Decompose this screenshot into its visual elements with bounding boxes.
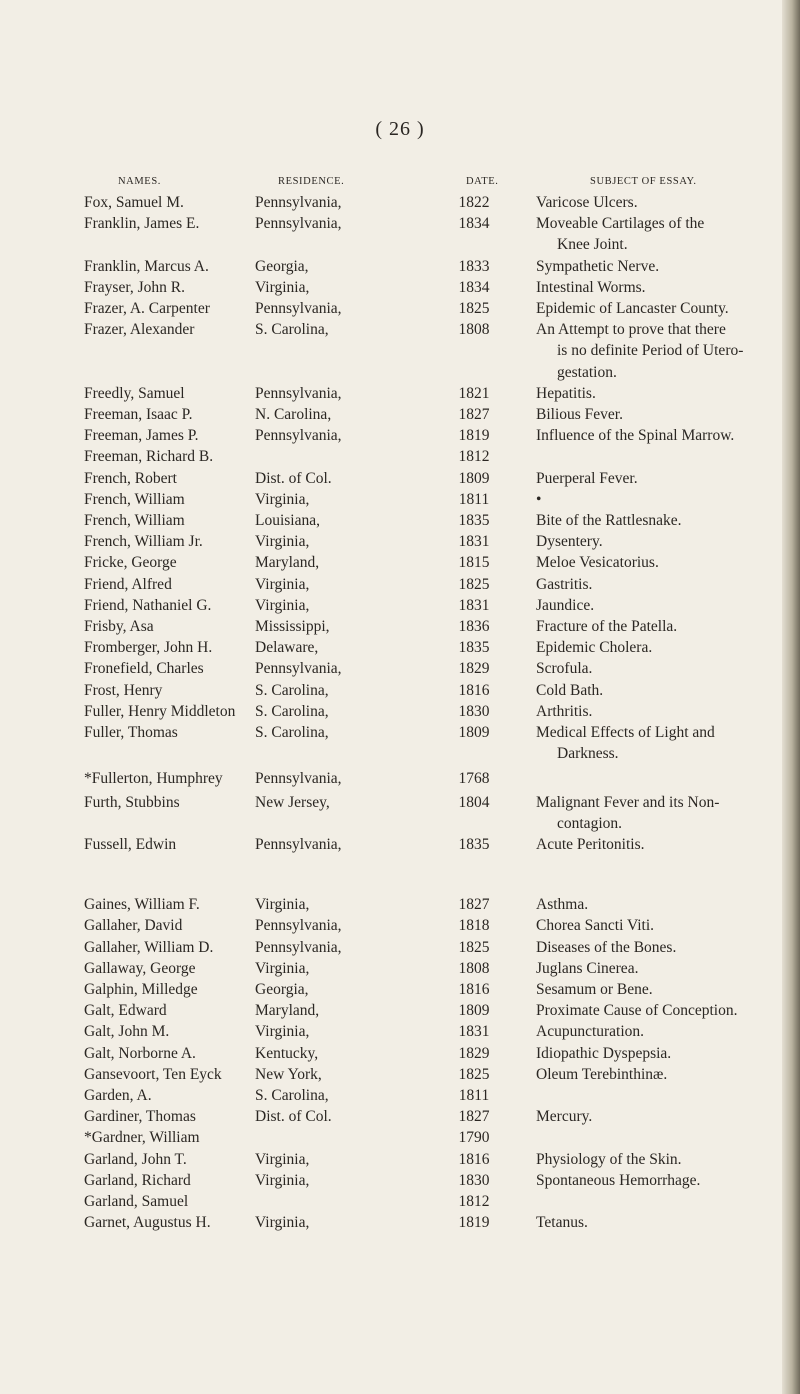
entry-name: Fox, Samuel M. xyxy=(84,194,184,211)
entry-subject xyxy=(536,1170,794,1191)
entry-date: 1825 xyxy=(458,938,490,956)
entry-name: Frost, Henry xyxy=(84,681,163,699)
entry-name: Furth, Stubbins xyxy=(84,793,180,811)
subject-line: Intestinal Worms. xyxy=(536,278,646,296)
entry-name: *Gardner, William xyxy=(84,1129,200,1147)
subject-line: Proximate Cause of Conception. xyxy=(536,1002,738,1020)
entry-date: 1804 xyxy=(458,793,490,811)
subject-line: Bilious Fever. xyxy=(536,406,623,423)
entry-date: 1816 xyxy=(458,681,490,699)
subject-line: Spontaneous Hemorrhage. xyxy=(536,1171,701,1189)
entry-date: 1809 xyxy=(458,469,490,487)
entry-residence: Virginia, xyxy=(255,490,310,508)
entry-name: Garland, John T. xyxy=(84,1150,187,1168)
subject-line: An Attempt to prove that there xyxy=(536,321,726,339)
entry-residence: New York, xyxy=(255,1065,322,1083)
entry-name: Fromberger, John H. xyxy=(84,639,213,657)
entry-residence: Georgia, xyxy=(255,981,309,998)
subject-line: Sesamum or Bene. xyxy=(536,981,653,998)
entry-name: Garden, A. xyxy=(84,1087,152,1104)
entry-subject xyxy=(536,468,794,489)
entry-name: Galphin, Milledge xyxy=(84,981,198,998)
subject-line: Knee Joint. xyxy=(557,236,628,254)
entry-subject xyxy=(536,1000,794,1021)
entry-residence: Dist. of Col. xyxy=(255,469,332,487)
entry-subject xyxy=(536,552,794,573)
entry-subject xyxy=(536,915,794,936)
entry-subject xyxy=(536,277,794,298)
entry-residence: Virginia, xyxy=(255,278,310,296)
subject-line: Arthritis. xyxy=(536,702,593,720)
entry-date: 1836 xyxy=(458,618,490,635)
entry-date: 1831 xyxy=(458,1023,490,1041)
entry-subject xyxy=(536,298,794,319)
subject-line: Mercury. xyxy=(536,1108,593,1126)
entry-name: Frisby, Asa xyxy=(84,618,154,635)
entry-date: 1827 xyxy=(458,406,490,423)
subject-line: Oleum Terebinthinæ. xyxy=(536,1065,668,1083)
entry-date: 1822 xyxy=(458,194,490,211)
entry-residence: Virginia, xyxy=(255,575,310,593)
entry-date: 1835 xyxy=(458,639,490,657)
column-headers xyxy=(0,176,800,192)
header-names: NAMES. xyxy=(118,176,161,187)
entry-subject xyxy=(536,1021,794,1042)
entry-date: 1834 xyxy=(458,215,490,233)
entry-date: 1825 xyxy=(458,575,490,593)
entry-subject xyxy=(536,637,794,658)
entry-name: French, William Jr. xyxy=(84,533,203,551)
entry-subject xyxy=(536,404,794,425)
entry-name: Garnet, Augustus H. xyxy=(84,1214,211,1232)
entry-subject xyxy=(536,958,794,979)
subject-line: • xyxy=(536,490,542,508)
subject-line: Gastritis. xyxy=(536,575,593,593)
entry-residence: Virginia, xyxy=(255,959,310,977)
entry-name: Friend, Nathaniel G. xyxy=(84,596,212,614)
entry-residence: Virginia, xyxy=(255,1150,310,1168)
entry-name: Friend, Alfred xyxy=(84,575,172,593)
entry-name: Gansevoort, Ten Eyck xyxy=(84,1065,222,1083)
entry-residence: Mississippi, xyxy=(255,618,330,635)
entry-residence: Maryland, xyxy=(255,554,320,572)
entry-name: Fuller, Henry Middleton xyxy=(84,702,236,720)
entry-name: Freeman, Richard B. xyxy=(84,448,214,466)
entry-date: 1808 xyxy=(458,321,490,339)
entry-name: Galt, John M. xyxy=(84,1023,170,1041)
entry-date: 1829 xyxy=(458,1044,490,1062)
subject-line: Asthma. xyxy=(536,896,589,914)
entry-name: French, Robert xyxy=(84,469,177,487)
entry-residence: Dist. of Col. xyxy=(255,1108,332,1126)
entry-residence: Pennsylvania, xyxy=(255,300,342,317)
entry-name: French, William xyxy=(84,512,185,529)
entry-date: 1831 xyxy=(458,596,490,614)
entry-residence: Louisiana, xyxy=(255,512,320,529)
entry-date: 1816 xyxy=(458,1150,490,1168)
entry-residence: Delaware, xyxy=(255,639,319,657)
entry-subject xyxy=(536,792,794,834)
subject-line: Darkness. xyxy=(557,745,619,763)
entry-date: 1811 xyxy=(458,490,490,508)
entry-subject xyxy=(536,510,794,531)
subject-line: Medical Effects of Light and xyxy=(536,724,715,741)
entry-name: Galt, Norborne A. xyxy=(84,1044,196,1062)
entry-subject xyxy=(536,425,794,446)
entry-subject xyxy=(536,319,794,383)
entry-subject xyxy=(536,595,794,616)
subject-line: Cold Bath. xyxy=(536,681,604,699)
subject-line: Sympathetic Nerve. xyxy=(536,257,660,275)
entry-date: 1835 xyxy=(458,512,490,529)
entry-date: 1834 xyxy=(458,278,490,296)
entry-date: 1819 xyxy=(458,427,490,445)
entry-residence: S. Carolina, xyxy=(255,1087,329,1104)
header-date: DATE. xyxy=(466,176,499,187)
subject-line: Fracture of the Patella. xyxy=(536,618,678,635)
entry-date: 1816 xyxy=(458,981,490,998)
subject-line: Moveable Cartilages of the xyxy=(536,215,705,233)
entry-name: Gallaher, David xyxy=(84,917,183,935)
subject-line: is no definite Period of Utero- xyxy=(557,342,744,360)
entry-subject xyxy=(536,489,794,510)
entry-residence: Pennsylvania, xyxy=(255,427,342,445)
entry-subject xyxy=(536,192,794,213)
entry-name: Frayser, John R. xyxy=(84,278,185,296)
subject-line: contagion. xyxy=(557,814,622,832)
entry-residence: Georgia, xyxy=(255,257,309,275)
entry-residence: Virginia, xyxy=(255,596,310,614)
entry-date: 1809 xyxy=(458,724,490,741)
entry-date: 1831 xyxy=(458,533,490,551)
entry-residence: Pennsylvania, xyxy=(255,917,342,935)
entry-residence: Virginia, xyxy=(255,1214,310,1232)
entry-subject xyxy=(536,574,794,595)
entry-residence: Pennsylvania, xyxy=(255,770,342,788)
entry-name: Frazer, A. Carpenter xyxy=(84,300,210,317)
entry-name: Gallaway, George xyxy=(84,959,196,977)
subject-line: Influence of the Spinal Marrow. xyxy=(536,427,735,445)
entry-name: Gallaher, William D. xyxy=(84,938,214,956)
entry-subject xyxy=(536,383,794,404)
subject-line: Epidemic Cholera. xyxy=(536,639,653,657)
entry-residence: Pennsylvania, xyxy=(255,384,342,402)
entry-name: Freeman, James P. xyxy=(84,427,199,445)
entry-subject xyxy=(536,658,794,679)
entry-subject xyxy=(536,722,794,764)
entry-residence: Pennsylvania, xyxy=(255,836,342,853)
subject-line: Juglans Cinerea. xyxy=(536,959,639,977)
entry-residence: S. Carolina, xyxy=(255,724,329,741)
subject-line: Varicose Ulcers. xyxy=(536,194,638,211)
entry-date: 1808 xyxy=(458,959,490,977)
entry-subject xyxy=(536,1149,794,1170)
entry-residence: Virginia, xyxy=(255,1023,310,1041)
subject-line: Dysentery. xyxy=(536,533,603,551)
entry-name: Galt, Edward xyxy=(84,1002,167,1020)
subject-line: Jaundice. xyxy=(536,596,595,614)
entry-subject xyxy=(536,1043,794,1064)
entry-name: French, William xyxy=(84,490,185,508)
entry-date: 1827 xyxy=(458,1108,490,1126)
entry-date: 1768 xyxy=(458,770,490,788)
subject-line: Acute Peritonitis. xyxy=(536,836,645,853)
entry-name: *Fullerton, Humphrey xyxy=(84,770,223,788)
subject-line: Puerperal Fever. xyxy=(536,469,638,487)
entry-date: 1821 xyxy=(458,384,490,402)
entry-name: Fricke, George xyxy=(84,554,177,572)
entry-subject xyxy=(536,1064,794,1085)
subject-line: Idiopathic Dyspepsia. xyxy=(536,1044,672,1062)
entry-date: 1811 xyxy=(458,1087,490,1104)
entry-residence: S. Carolina, xyxy=(255,681,329,699)
entry-subject xyxy=(536,213,794,255)
entry-residence: Pennsylvania, xyxy=(255,194,342,211)
entry-name: Fussell, Edwin xyxy=(84,836,177,853)
entry-date: 1833 xyxy=(458,257,490,275)
entry-residence: Maryland, xyxy=(255,1002,320,1020)
entry-date: 1829 xyxy=(458,660,490,678)
entry-date: 1835 xyxy=(458,836,490,853)
entry-name: Fuller, Thomas xyxy=(84,724,178,741)
entry-date: 1790 xyxy=(458,1129,490,1147)
entry-date: 1827 xyxy=(458,896,490,914)
entry-subject xyxy=(536,834,794,855)
entry-date: 1809 xyxy=(458,1002,490,1020)
entry-name: Franklin, Marcus A. xyxy=(84,257,209,275)
entry-residence: N. Carolina, xyxy=(255,406,332,423)
entry-residence: Kentucky, xyxy=(255,1044,319,1062)
entry-residence: S. Carolina, xyxy=(255,702,329,720)
subject-line: Diseases of the Bones. xyxy=(536,938,677,956)
entry-date: 1812 xyxy=(458,1193,490,1210)
entry-subject xyxy=(536,680,794,701)
subject-line: Hepatitis. xyxy=(536,384,596,402)
entry-date: 1830 xyxy=(458,702,490,720)
subject-line: Physiology of the Skin. xyxy=(536,1150,682,1168)
entry-date: 1812 xyxy=(458,448,490,466)
entry-residence: Virginia, xyxy=(255,1171,310,1189)
entry-subject xyxy=(536,979,794,1000)
entry-name: Gaines, William F. xyxy=(84,896,200,914)
entry-subject xyxy=(536,1106,794,1127)
entry-residence: Pennsylvania, xyxy=(255,215,342,233)
subject-line: Meloe Vesicatorius. xyxy=(536,554,659,572)
entry-date: 1815 xyxy=(458,554,490,572)
header-residence: RESIDENCE. xyxy=(278,176,345,187)
entry-subject xyxy=(536,937,794,958)
subject-line: Epidemic of Lancaster County. xyxy=(536,300,729,317)
entry-subject xyxy=(536,616,794,637)
entry-subject xyxy=(536,701,794,722)
subject-line: Tetanus. xyxy=(536,1214,588,1232)
entry-date: 1818 xyxy=(458,917,490,935)
entry-date: 1825 xyxy=(458,1065,490,1083)
entry-subject xyxy=(536,256,794,277)
entry-residence: Virginia, xyxy=(255,533,310,551)
entry-name: Freedly, Samuel xyxy=(84,384,185,402)
entry-date: 1825 xyxy=(458,300,490,317)
entry-name: Frazer, Alexander xyxy=(84,321,195,339)
entry-residence: New Jersey, xyxy=(255,793,330,811)
subject-line: Chorea Sancti Viti. xyxy=(536,917,655,935)
subject-line: gestation. xyxy=(557,363,617,381)
entry-date: 1819 xyxy=(458,1214,490,1232)
entry-name: Garland, Samuel xyxy=(84,1193,189,1210)
header-subject: SUBJECT OF ESSAY. xyxy=(590,176,697,187)
entry-date: 1830 xyxy=(458,1171,490,1189)
entry-residence: Virginia, xyxy=(255,896,310,914)
entry-subject xyxy=(536,1212,794,1233)
page-number: ( 26 ) xyxy=(375,118,425,140)
entry-name: Franklin, James E. xyxy=(84,215,200,233)
entry-name: Gardiner, Thomas xyxy=(84,1108,196,1126)
entry-name: Freeman, Isaac P. xyxy=(84,406,193,423)
entry-subject xyxy=(536,894,794,915)
subject-line: Scrofula. xyxy=(536,660,593,678)
entry-residence: Pennsylvania, xyxy=(255,938,342,956)
entry-name: Fronefield, Charles xyxy=(84,660,204,678)
entry-residence: Pennsylvania, xyxy=(255,660,342,678)
entry-name: Garland, Richard xyxy=(84,1171,191,1189)
entry-residence: S. Carolina, xyxy=(255,321,329,339)
subject-line: Malignant Fever and its Non- xyxy=(536,793,720,811)
subject-line: Bite of the Rattlesnake. xyxy=(536,512,682,529)
entry-subject xyxy=(536,531,794,552)
subject-line: Acupuncturation. xyxy=(536,1023,645,1041)
